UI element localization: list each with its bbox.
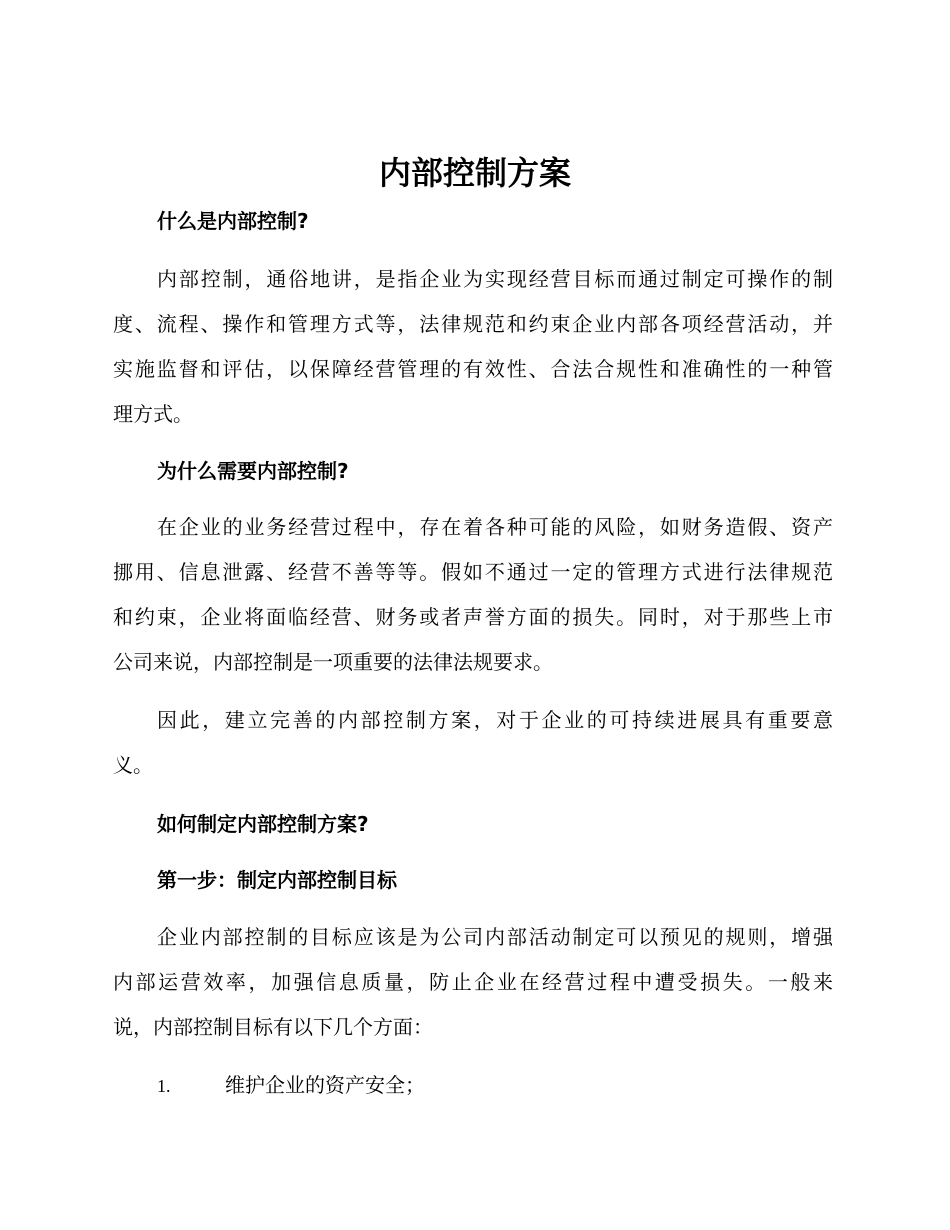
paragraph-line: 内部运营效率，加强信息质量，防止企业在经营过程中遭受损失。一般来 [113, 970, 833, 994]
paragraph-line: 度、流程、操作和管理方式等，法律规范和约束企业内部各项经营活动，并 [113, 312, 833, 336]
paragraph-line: 和约束，企业将面临经营、财务或者声誉方面的损失。同时，对于那些上市 [113, 605, 833, 629]
paragraph-line: 公司来说，内部控制是一项重要的法律法规要求。 [113, 650, 553, 674]
heading-what-is-internal-control: 什么是内部控制? [157, 209, 309, 233]
paragraph-line: 实施监督和评估，以保障经营管理的有效性、合法合规性和准确性的一种管 [113, 357, 833, 381]
paragraph-line: 内部控制，通俗地讲，是指企业为实现经营目标而通过制定可操作的制 [157, 267, 833, 291]
paragraph-line: 理方式。 [113, 402, 193, 426]
heading-why-internal-control: 为什么需要内部控制? [157, 459, 349, 483]
paragraph-objectives [113, 915, 833, 1050]
list-item [157, 1070, 425, 1101]
paragraph-line: 挪用、信息泄露、经营不善等等。假如不通过一定的管理方式进行法律规范 [113, 560, 833, 584]
heading-how-to-build: 如何制定内部控制方案? [157, 812, 369, 836]
heading-step-one: 第一步：制定内部控制目标 [157, 868, 397, 892]
paragraph-definition [113, 257, 833, 437]
paragraph-importance [113, 698, 833, 788]
paragraph-line: 因此，建立完善的内部控制方案，对于企业的可持续进展具有重要意 [157, 708, 833, 732]
paragraph-line: 说，内部控制目标有以下几个方面： [113, 1015, 433, 1039]
list-item-number: 1. [157, 1076, 171, 1096]
document-title: 内部控制方案 [378, 154, 571, 192]
paragraph-line: 企业内部控制的目标应该是为公司内部活动制定可以预见的规则，增强 [157, 925, 833, 949]
list-item-text: 维护企业的资产安全； [225, 1073, 425, 1097]
paragraph-line: 在企业的业务经营过程中，存在着各种可能的风险，如财务造假、资产 [157, 515, 833, 539]
paragraph-risks [113, 505, 833, 685]
paragraph-line: 义。 [113, 753, 153, 777]
